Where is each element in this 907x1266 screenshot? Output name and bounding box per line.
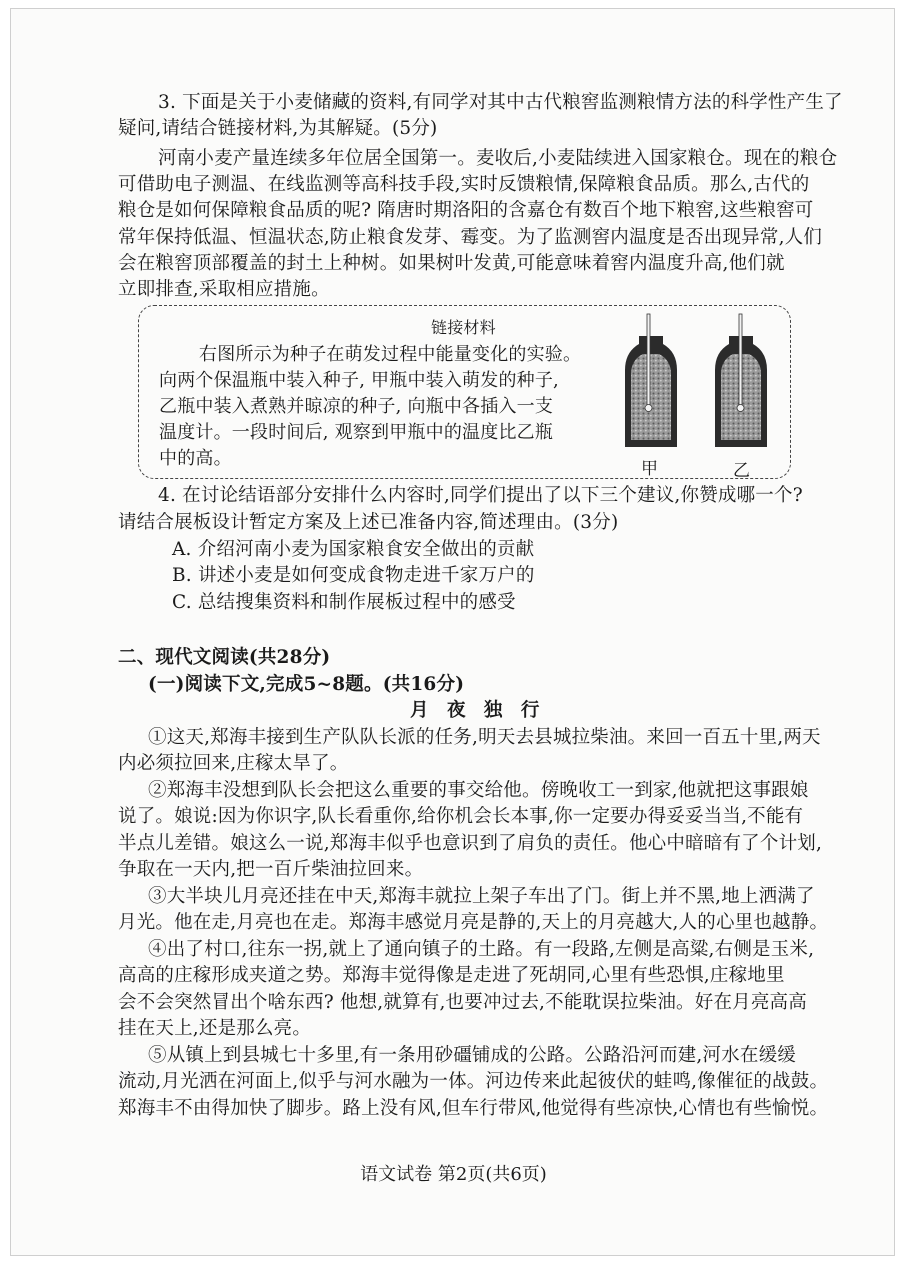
article-line: ⑤从镇上到县城七十多里,有一条用砂礓铺成的公路。公路沿河而建,河水在缓缓	[148, 1045, 796, 1066]
flask-yi	[715, 314, 767, 447]
article-line: ④出了村口,往东一拐,就上了通向镇子的土路。有一段路,左侧是高粱,右侧是玉米,	[148, 939, 815, 960]
article-line: ③大半块儿月亮还挂在中天,郑海丰就拉上架子车出了门。街上并不黑,地上洒满了	[148, 886, 815, 907]
article-line: ②郑海丰没想到队长会把这么重要的事交给他。傍晚收工一到家,他就把这事跟娘	[148, 780, 809, 801]
link-material-line: 中的高。	[159, 448, 232, 469]
q3-material-line: 会在粮窖顶部覆盖的封土上种树。如果树叶发黄,可能意味着窖内温度升高,他们就	[118, 253, 785, 274]
article-title: 月 夜 独 行	[410, 700, 546, 721]
page-footer: 语文试卷 第2页(共6页)	[360, 1164, 547, 1185]
article-line: 月光。他在走,月亮也在走。郑海丰感觉月亮是静的,天上的月亮越大,人的心里也越静。	[118, 912, 829, 933]
section-heading: 二、现代文阅读(共28分)	[118, 647, 331, 668]
section-subheading: (一)阅读下文,完成5~8题。(共16分)	[148, 674, 465, 695]
q4-option-c: C. 总结搜集资料和制作展板过程中的感受	[172, 592, 516, 613]
article-line: 争取在一天内,把一百斤柴油拉回来。	[118, 859, 424, 880]
link-material-box	[138, 305, 791, 479]
q3-material-line: 常年保持低温、恒温状态,防止粮食发芽、霉变。为了监测窖内温度是否出现异常,人们	[118, 227, 823, 248]
q4-prompt-line1: 4. 在讨论结语部分安排什么内容时,同学们提出了以下三个建议,你赞成哪一个?	[158, 485, 803, 506]
q3-material-line: 河南小麦产量连续多年位居全国第一。麦收后,小麦陆续进入国家粮仓。现在的粮仓	[158, 148, 838, 169]
q3-material-line: 可借助电子测温、在线监测等高科技手段,实时反馈粮情,保障粮食品质。那么,古代的	[118, 174, 810, 195]
link-material-line: 右图所示为种子在萌发过程中能量变化的实验。	[199, 344, 582, 365]
article-line: 挂在天上,还是那么亮。	[118, 1018, 312, 1039]
article-line: 说了。娘说:因为你识字,队长看重你,给你机会长本事,你一定要办得妥妥当当,不能有	[118, 806, 804, 827]
article-line: ①这天,郑海丰接到生产队队长派的任务,明天去县城拉柴油。来回一百五十里,两天	[148, 727, 821, 748]
q4-option-a: A. 介绍河南小麦为国家粮食安全做出的贡献	[172, 539, 535, 560]
q3-material-line: 立即排查,采取相应措施。	[118, 279, 330, 300]
q3-material-line: 粮仓是如何保障粮食品质的呢? 隋唐时期洛阳的含嘉仓有数百个地下粮窖,这些粮窖可	[118, 200, 814, 221]
q4-option-b: B. 讲述小麦是如何变成食物走进千家万户的	[172, 565, 535, 586]
article-line: 郑海丰不由得加快了脚步。路上没有风,但车行带风,他觉得有些凉快,心情也有些愉悦。	[118, 1098, 829, 1119]
thermos-flasks-figure	[617, 312, 787, 452]
flask-label-yi: 乙	[733, 461, 750, 481]
article-line: 会不会突然冒出个啥东西? 他想,就算有,也要冲过去,不能耽误拉柴油。好在月亮高高	[118, 992, 807, 1013]
article-line: 流动,月光洒在河面上,似乎与河水融为一体。河边传来此起彼伏的蛙鸣,像催征的战鼓。	[118, 1071, 829, 1092]
flask-label-jia: 甲	[641, 459, 658, 479]
link-material-title: 链接材料	[431, 318, 496, 337]
article-line: 半点儿差错。娘这么一说,郑海丰似乎也意识到了肩负的责任。他心中暗暗有了个计划,	[118, 833, 823, 854]
link-material-line: 向两个保温瓶中装入种子, 甲瓶中装入萌发的种子,	[159, 370, 559, 391]
article-line: 内必须拉回来,庄稼太旱了。	[118, 753, 349, 774]
q4-prompt-line2: 请结合展板设计暂定方案及上述已准备内容,简述理由。(3分)	[118, 512, 619, 533]
link-material-line: 温度计。一段时间后, 观察到甲瓶中的温度比乙瓶	[159, 422, 554, 443]
article-line: 高高的庄稼形成夹道之势。郑海丰觉得像是走进了死胡同,心里有些恐惧,庄稼地里	[118, 965, 785, 986]
q3-prompt-line2: 疑问,请结合链接材料,为其解疑。(5分)	[118, 118, 438, 139]
q3-prompt-line1: 3. 下面是关于小麦储藏的资料,有同学对其中古代粮窖监测粮情方法的科学性产生了	[158, 92, 843, 113]
flask-jia	[625, 314, 677, 447]
link-material-line: 乙瓶中装入煮熟并晾凉的种子, 向瓶中各插入一支	[159, 396, 554, 417]
